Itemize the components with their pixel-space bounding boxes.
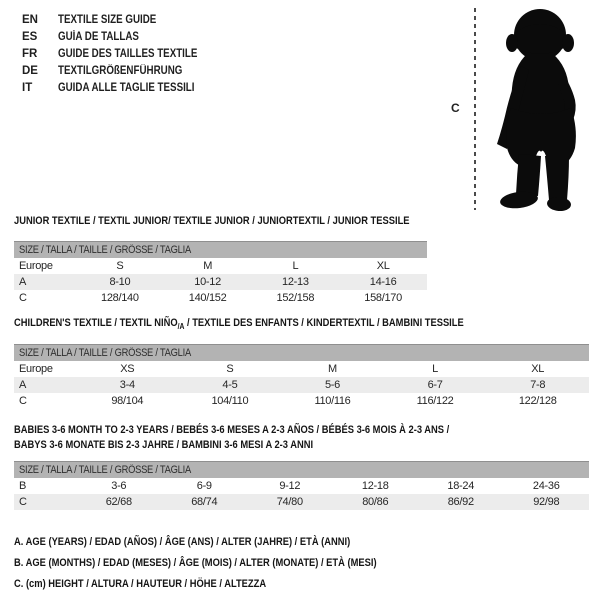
language-title: GUIDA ALLE TAGLIE TESSILI xyxy=(58,82,195,94)
baby-silhouette-icon xyxy=(483,4,600,212)
junior-section-title: JUNIOR TEXTILE / TEXTIL JUNIOR/ TEXTILE JUNIOR / JUNIORTEXTIL / JUNIOR TESSILE xyxy=(14,215,410,227)
language-row-it xyxy=(22,80,222,97)
size-value-cell: 86/92 xyxy=(418,494,504,510)
size-value-cell: 24-36 xyxy=(532,479,560,492)
size-value-cell: 9-12 xyxy=(279,479,301,492)
table-row-europe xyxy=(14,361,589,377)
row-label-cell: B xyxy=(19,479,27,492)
size-value-cell: XL xyxy=(531,362,545,375)
size-table-header xyxy=(14,345,589,361)
size-value-cell: M xyxy=(328,362,337,375)
size-value-cell: S xyxy=(116,259,124,272)
size-value-cell: 8-10 xyxy=(76,274,164,290)
size-value-cell: S xyxy=(226,362,234,375)
language-row-es xyxy=(22,29,222,46)
language-code: EN xyxy=(22,14,38,26)
size-value-cell: 3-6 xyxy=(111,479,127,492)
size-value-cell: 6-9 xyxy=(196,479,212,492)
size-value-cell: 12-18 xyxy=(361,479,389,492)
size-table-header xyxy=(14,462,589,478)
language-code: FR xyxy=(22,48,38,60)
size-value-cell: 158/170 xyxy=(364,291,402,304)
size-value-cell: XS xyxy=(120,362,135,375)
size-value-cell: L xyxy=(292,259,299,272)
nino-a-subscript: /A xyxy=(177,322,185,332)
size-value-cell: 152/158 xyxy=(276,291,315,304)
height-dashed-line xyxy=(474,8,476,210)
size-table-header xyxy=(14,242,427,258)
size-header-label: SIZE / TALLA / TAILLE / GRÖSSE / TAGLIA xyxy=(19,463,191,476)
language-title: GUÍA DE TALLAS xyxy=(58,31,139,43)
size-value-cell: 74/80 xyxy=(247,494,333,510)
row-label-cell: A xyxy=(14,274,76,290)
size-value-cell: 12-13 xyxy=(252,274,340,290)
table-row-height xyxy=(14,494,589,510)
table-row-height xyxy=(14,290,427,306)
row-label-cell: C xyxy=(19,291,27,304)
legend-line-c: C. (cm) HEIGHT / ALTURA / HAUTEUR / HÖHE / ALTEZZA xyxy=(14,578,267,590)
height-label-c: C xyxy=(451,101,460,115)
row-label-cell: C xyxy=(19,394,27,407)
size-value-cell: 4-5 xyxy=(179,377,282,393)
babies-section-title: BABIES 3-6 MONTH TO 2-3 YEARS / BEBÉS 3-6 MESES A 2-3 AÑOS / BÉBÉS 3-6 MOIS À 2-3 ANS / BABYS 3-6 MONATE BIS 2-3 JAHRE / BAMBINI 3-6 MESI A 2-3 ANNI xyxy=(14,424,450,451)
table-row-height xyxy=(14,393,589,409)
size-value-cell: 98/104 xyxy=(111,394,144,407)
size-value-cell: 92/98 xyxy=(504,494,590,510)
legend-line-b: B. AGE (MONTHS) / EDAD (MESES) / ÂGE (MOIS) / ALTER (MONATE) / ETÀ (MESI) xyxy=(14,557,377,569)
children-size-table xyxy=(14,344,589,409)
language-row-fr xyxy=(22,46,222,63)
size-value-cell: 18-24 xyxy=(447,479,475,492)
size-value-cell: L xyxy=(432,362,438,375)
size-value-cell: XL xyxy=(376,259,390,272)
size-value-cell: 62/68 xyxy=(76,494,162,510)
language-title: GUIDE DES TAILLES TEXTILE xyxy=(58,48,198,60)
language-code: DE xyxy=(22,65,38,77)
size-value-cell: 110/116 xyxy=(314,394,351,407)
junior-size-table xyxy=(14,241,427,306)
size-header-label: SIZE / TALLA / TAILLE / GRÖSSE / TAGLIA xyxy=(19,243,191,256)
language-code: IT xyxy=(22,82,33,94)
language-row-en xyxy=(22,12,222,29)
row-label-cell: A xyxy=(14,377,76,393)
row-label-cell: C xyxy=(14,494,76,510)
size-value-cell: 6-7 xyxy=(384,377,487,393)
size-value-cell: 10-12 xyxy=(164,274,252,290)
language-list xyxy=(22,12,222,97)
children-section-title: CHILDREN'S TEXTILE / TEXTIL $NIÑO_{/A}$ / TEXTILE DES ENFANTS / KINDERTEXTIL / BAMBINI TESSILE xyxy=(14,317,464,332)
language-row-de xyxy=(22,63,222,80)
size-value-cell: 68/74 xyxy=(162,494,248,510)
size-value-cell: 14-16 xyxy=(339,274,427,290)
row-label-cell: Europe xyxy=(19,259,53,272)
size-value-cell: 3-4 xyxy=(76,377,179,393)
language-title: TEXTILE SIZE GUIDE xyxy=(58,14,157,26)
measurement-legend xyxy=(14,532,441,595)
table-row-age xyxy=(14,377,589,393)
table-row-europe xyxy=(14,258,427,274)
size-header-label: SIZE / TALLA / TAILLE / GRÖSSE / TAGLIA xyxy=(19,346,191,359)
row-label-cell: Europe xyxy=(19,362,53,375)
size-value-cell: 7-8 xyxy=(486,377,589,393)
size-value-cell: 5-6 xyxy=(281,377,384,393)
size-value-cell: 128/140 xyxy=(101,291,139,304)
size-value-cell: 116/122 xyxy=(416,394,454,407)
size-value-cell: 80/86 xyxy=(333,494,419,510)
legend-line-a: A. AGE (YEARS) / EDAD (AÑOS) / ÂGE (ANS) / ALTER (JAHRE) / ETÀ (ANNI) xyxy=(14,536,351,548)
size-value-cell: 140/152 xyxy=(188,291,227,304)
size-value-cell: 122/128 xyxy=(518,394,557,407)
babies-size-table xyxy=(14,461,589,510)
size-value-cell: 104/110 xyxy=(211,394,249,407)
table-row-age xyxy=(14,274,427,290)
language-title: TEXTILGRÖßENFÜHRUNG xyxy=(58,65,183,77)
table-row-age-months xyxy=(14,478,589,494)
language-code: ES xyxy=(22,31,38,43)
size-value-cell: M xyxy=(203,259,213,272)
